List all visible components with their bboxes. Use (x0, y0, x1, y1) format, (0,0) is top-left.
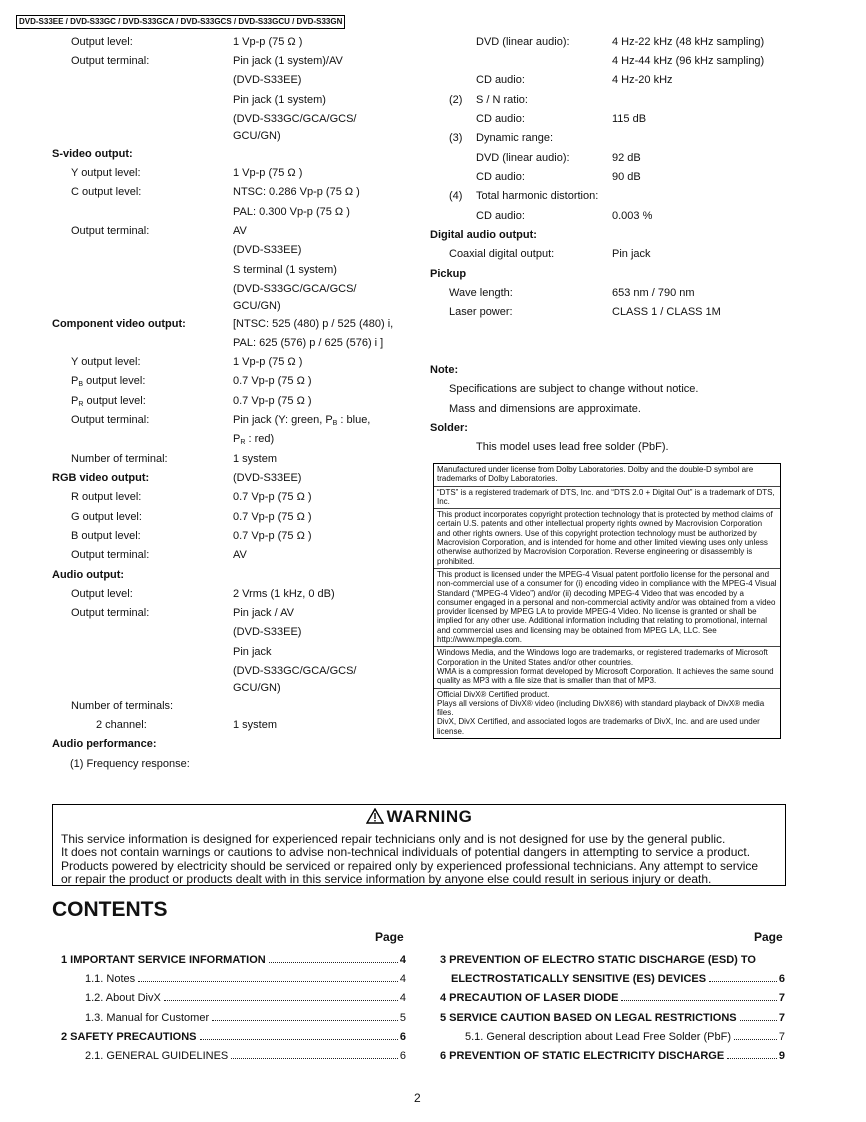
spec-value (233, 413, 370, 431)
spec-label-text: (1) Frequency response: (70, 758, 190, 770)
spec-value (233, 471, 301, 485)
spec-value-text: [NTSC: 525 (480) p / 525 (480) i, (233, 318, 394, 330)
spec-value (233, 718, 277, 732)
spec-label-text: Output level: (71, 36, 133, 48)
legal-notices-box (433, 463, 781, 739)
spec-label: CD audio: (476, 210, 525, 222)
spec-label (71, 413, 149, 427)
spec-heading: Digital audio output: (430, 229, 537, 241)
spec-label: CD audio: (476, 113, 525, 125)
spec-label: Laser power: (449, 306, 513, 318)
spec-label-text: Number of terminals: (71, 700, 174, 712)
spec-value-text: 2 Vrms (1 kHz, 0 dB) (233, 588, 335, 600)
contents-page-label-left: Page (375, 930, 404, 944)
spec-value-sub: B (332, 420, 338, 427)
spec-value-text: NTSC: 0.286 Vp-p (75 Ω ) (233, 186, 360, 198)
toc-leader-dots (621, 1000, 776, 1001)
spec-label-text: B output level: (71, 530, 141, 542)
spec-value (233, 664, 356, 678)
spec-label-text: Y output level: (71, 356, 141, 368)
spec-value (233, 490, 312, 504)
spec-value (233, 185, 360, 199)
mpeg4-notice: This product is licensed under the MPEG-4 Visual patent portfolio license for the personal and non-commercial use of a consumer for (i) encoding video in compliance with the MPEG-4 Visual Standard (“MPEG-4 Video”) and/or (ii) decoding MPEG-4 Video that was encoded by a consumer engaged in a personal and non-commercial activity and/or was obtained from a video provider licensed by MPEG LA to provide MPEG-4 Video. No license is granted or shall be implied for any other use. Additional information including that relating to promotional, internal and commercial uses and licensing may be obtained from MPEG LA, LLC. See http://www.mpegla.com. (434, 569, 780, 647)
spec-label-text: Output terminal: (71, 607, 150, 619)
warning-title: WARNING (53, 807, 785, 829)
toc-entry-page: 5 (399, 1012, 406, 1024)
spec-heading: S-video output: (52, 148, 133, 160)
spec-value (233, 54, 343, 68)
toc-entry (85, 1050, 406, 1062)
spec-item-number: (2) (449, 94, 463, 106)
spec-value-text: AV (233, 549, 247, 561)
spec-value (233, 548, 247, 562)
spec-label (71, 699, 173, 713)
spec-value (233, 243, 301, 257)
solder-heading: Solder: (430, 422, 468, 434)
windows-media-notice: Windows Media, and the Windows logo are trademarks, or registered trademarks of Microsoft Corporation in the United States and/or other countries. WMA is a compression format developed by Microsoft Corporation. It achieves the same sound quality as MP3 with a file size that is smaller than that of MP3. (434, 647, 780, 688)
spec-value-text: 0.7 Vp-p (75 Ω ) (233, 395, 312, 407)
spec-value-text: P (233, 433, 241, 445)
spec-label-text: C output level: (71, 186, 142, 198)
spec-value (233, 205, 350, 219)
spec-value (233, 374, 312, 388)
spec-label: Wave length: (449, 287, 513, 299)
toc-entry (465, 1031, 785, 1043)
spec-value (233, 510, 312, 524)
spec-value (233, 282, 356, 296)
toc-entry (440, 1012, 785, 1024)
spec-heading: Audio performance: (52, 738, 157, 750)
spec-item-number: (3) (449, 132, 463, 144)
toc-entry-page: 6 (399, 1031, 406, 1043)
toc-leader-dots (727, 1058, 777, 1059)
note-line-2: Mass and dimensions are approximate. (449, 403, 641, 415)
note-line-1: Specifications are subject to change without notice. (449, 383, 699, 395)
spec-label-text-2: output level: (83, 395, 146, 407)
spec-heading: Component video output: (52, 318, 186, 330)
spec-label (71, 54, 149, 68)
spec-item-number: (4) (449, 190, 463, 202)
spec-value-text: PAL: 0.300 Vp-p (75 Ω ) (233, 206, 350, 218)
spec-value-text: 0.7 Vp-p (75 Ω ) (233, 375, 312, 387)
spec-label-text-2: output level: (83, 375, 146, 387)
spec-label (70, 757, 190, 771)
dts-notice: “DTS” is a registered trademark of DTS, Inc. and “DTS 2.0 + Digital Out” is a trademark of DTS, Inc. (434, 487, 780, 510)
spec-label: S / N ratio: (476, 94, 528, 106)
spec-value-text: 0.7 Vp-p (75 Ω ) (233, 511, 312, 523)
toc-leader-dots (164, 1000, 398, 1001)
spec-value (233, 606, 294, 620)
spec-label-text: 2 channel: (96, 719, 147, 731)
spec-value-text: 0.7 Vp-p (75 Ω ) (233, 491, 312, 503)
toc-entry (440, 992, 785, 1004)
spec-value-text: Pin jack (233, 646, 272, 658)
spec-heading: Pickup (430, 268, 467, 280)
spec-value-sub: R (240, 439, 246, 446)
spec-value (233, 166, 302, 180)
spec-label-text: R output level: (71, 491, 142, 503)
spec-value-text-2: : blue, (337, 414, 371, 426)
toc-entry (85, 973, 406, 985)
spec-value-text: GCU/GN) (233, 682, 281, 694)
toc-entry-page: 7 (778, 1012, 785, 1024)
spec-label (71, 587, 133, 601)
toc-entry-page: 4 (399, 954, 406, 966)
spec-value (233, 681, 281, 695)
spec-value: CLASS 1 / CLASS 1M (612, 306, 721, 318)
toc-entry-page: 7 (778, 1031, 785, 1043)
spec-value (233, 129, 281, 143)
spec-value-text: 1 Vp-p (75 Ω ) (233, 36, 303, 48)
spec-value-text: 1 system (233, 453, 278, 465)
warning-text: This service information is designed for experienced repair technicians only and is not designed for use by the general public. It does not contain warnings or cautions to advise non-technical individuals of potential dangers in attempting to service a product. Products powered by electricity should be serviced or repaired only by experienced professional technicians. Any attempt to service or repair the product or products dealt with in this service information by anyone else could result in serious injury or death. (61, 832, 759, 887)
toc-entry-label: 1 IMPORTANT SERVICE INFORMATION (61, 954, 266, 966)
solder-text: This model uses lead free solder (PbF). (476, 441, 669, 453)
spec-value (233, 317, 393, 331)
spec-label (71, 606, 149, 620)
spec-value-text: AV (233, 225, 247, 237)
spec-value-text: PAL: 625 (576) p / 625 (576) i ] (233, 337, 384, 349)
spec-label (71, 35, 133, 49)
spec-value (233, 224, 247, 238)
model-header: DVD-S33EE / DVD-S33GC / DVD-S33GCA / DVD-S33GCS / DVD-S33GCU / DVD-S33GN (16, 15, 345, 29)
spec-value (233, 625, 301, 639)
dolby-notice: Manufactured under license from Dolby Laboratories. Dolby and the double-D symbol are trademarks of Dolby Laboratories. (434, 464, 780, 487)
toc-entry-label: 6 PREVENTION OF STATIC ELECTRICITY DISCHARGE (440, 1050, 725, 1062)
toc-entry (440, 1050, 785, 1062)
spec-value: 0.003 % (612, 210, 653, 222)
spec-value-text: (DVD-S33EE) (233, 244, 302, 256)
spec-value-text: GCU/GN) (233, 300, 281, 312)
spec-value (233, 112, 356, 126)
toc-leader-dots (734, 1039, 777, 1040)
toc-entry (451, 973, 785, 985)
spec-label (71, 374, 145, 392)
spec-value (233, 452, 277, 466)
toc-entry-page: 9 (778, 1050, 785, 1062)
spec-label (71, 529, 141, 543)
spec-value: 115 dB (612, 113, 647, 125)
warning-box (52, 804, 786, 886)
spec-heading: RGB video output: (52, 472, 150, 484)
spec-value-text: (DVD-S33GC/GCA/GCS/ (233, 283, 357, 295)
spec-value-text: 1 Vp-p (75 Ω ) (233, 167, 303, 179)
spec-label: DVD (linear audio): (476, 36, 570, 48)
spec-value: 653 nm / 790 nm (612, 287, 695, 299)
spec-value-text-2: : red) (245, 433, 275, 445)
spec-value-text: Pin jack / AV (233, 607, 294, 619)
spec-label-text: P (71, 375, 79, 387)
spec-value-text: (DVD-S33GC/GCA/GCS/ (233, 113, 357, 125)
contents-title: CONTENTS (52, 898, 168, 921)
spec-label-text: Output terminal: (71, 414, 150, 426)
spec-label-text: Y output level: (71, 167, 141, 179)
toc-entry-label: 4 PRECAUTION OF LASER DIODE (440, 992, 619, 1004)
spec-label: DVD (linear audio): (476, 152, 570, 164)
toc-entry-label: 5 SERVICE CAUTION BASED ON LEGAL RESTRICTIONS (440, 1012, 737, 1024)
spec-label-sub: R (78, 401, 84, 408)
spec-value (233, 394, 312, 408)
spec-value (233, 299, 281, 313)
toc-entry-page: 4 (399, 973, 406, 985)
spec-label (71, 510, 142, 524)
spec-value: 4 Hz-44 kHz (96 kHz sampling) (612, 55, 765, 67)
toc-entry-page: 7 (778, 992, 785, 1004)
spec-label (96, 718, 147, 732)
toc-entry-label: 2 SAFETY PRECAUTIONS (61, 1031, 197, 1043)
spec-value-text: (DVD-S33EE) (233, 626, 302, 638)
toc-entry (61, 1031, 406, 1043)
toc-entry (61, 954, 406, 966)
spec-label (71, 452, 168, 466)
spec-value (233, 355, 302, 369)
spec-value: 4 Hz-20 kHz (612, 74, 673, 86)
spec-value (233, 93, 326, 107)
spec-label-text: Output terminal: (71, 55, 150, 67)
toc-leader-dots (200, 1039, 398, 1040)
spec-value-text: 1 Vp-p (75 Ω ) (233, 356, 303, 368)
toc-entry-page: 6 (399, 1050, 406, 1062)
toc-leader-dots (212, 1020, 398, 1021)
toc-leader-dots (740, 1020, 777, 1021)
spec-value-text: Pin jack (1 system) (233, 94, 326, 106)
spec-label-text: Output terminal: (71, 225, 150, 237)
spec-label-text: G output level: (71, 511, 142, 523)
spec-label (71, 394, 146, 412)
spec-label-text: Output terminal: (71, 549, 150, 561)
toc-entry (440, 954, 785, 966)
contents-page-label-right: Page (754, 930, 783, 944)
spec-label: CD audio: (476, 74, 525, 86)
toc-entry-page: 6 (778, 973, 785, 985)
spec-value (233, 432, 274, 450)
toc-entry-label: 1.2. About DivX (85, 992, 161, 1004)
page-number: 2 (414, 1091, 421, 1105)
toc-leader-dots (269, 962, 398, 963)
toc-entry-label: 3 PREVENTION OF ELECTRO STATIC DISCHARGE (ESD) TO (440, 954, 756, 966)
spec-value (233, 645, 272, 659)
macrovision-notice: This product incorporates copyright protection technology that is protected by method claims of certain U.S. patents and other intellectual property rights owned by Macrovision Corporation and other rights owners. Use of this copyright protection technology must be authorized by Macrovision Corporation, and is intended for home and other limited viewing uses only unless otherwise authorized by Macrovision Corporation. Reverse engineering or disassembly is prohibited. (434, 509, 780, 569)
spec-value: 92 dB (612, 152, 641, 164)
spec-value: Pin jack (612, 248, 651, 260)
spec-label (71, 548, 149, 562)
toc-leader-dots (709, 981, 777, 982)
note-heading: Note: (430, 364, 459, 376)
toc-entry-label: 2.1. GENERAL GUIDELINES (85, 1050, 229, 1062)
spec-label (71, 185, 141, 199)
spec-label: CD audio: (476, 171, 525, 183)
spec-value-text: 1 system (233, 719, 278, 731)
spec-value (233, 587, 335, 601)
divx-notice: Official DivX® Certified product. Plays all versions of DivX® video (including DivX®6) with standard playback of DivX® media files. DivX, DivX Certified, and associated logos are trademarks of DivX, Inc. and are used under license. (437, 689, 765, 736)
toc-entry-label: 1.1. Notes (85, 973, 136, 985)
spec-label-text: Output level: (71, 588, 133, 600)
spec-label (71, 166, 141, 180)
toc-leader-dots (138, 981, 398, 982)
toc-entry-label: ELECTROSTATICALLY SENSITIVE (ES) DEVICES (451, 973, 707, 985)
spec-label: Total harmonic distortion: (476, 190, 599, 202)
spec-value-text: Pin jack (Y: green, P (233, 414, 333, 426)
toc-entry-label: 1.3. Manual for Customer (85, 1012, 210, 1024)
spec-value: 90 dB (612, 171, 641, 183)
spec-value (233, 263, 337, 277)
toc-entry-label: 5.1. General description about Lead Free Solder (PbF) (465, 1031, 731, 1043)
warning-triangle-icon (366, 808, 384, 829)
spec-label (71, 490, 141, 504)
spec-label-sub: B (78, 381, 84, 388)
spec-value-text: (DVD-S33EE) (233, 472, 302, 484)
spec-label: Dynamic range: (476, 132, 554, 144)
spec-label-text: P (71, 395, 79, 407)
toc-entry (85, 992, 406, 1004)
spec-value (233, 73, 301, 87)
spec-value (233, 336, 383, 350)
spec-label (71, 355, 141, 369)
spec-value-text: Pin jack (1 system)/AV (233, 55, 343, 67)
spec-label-text: Number of terminal: (71, 453, 168, 465)
spec-value-text: 0.7 Vp-p (75 Ω ) (233, 530, 312, 542)
toc-entry (85, 1012, 406, 1024)
toc-entry-page: 4 (399, 992, 406, 1004)
spec-value: 4 Hz-22 kHz (48 kHz sampling) (612, 36, 765, 48)
spec-value-text: S terminal (1 system) (233, 264, 337, 276)
spec-value-text: (DVD-S33GC/GCA/GCS/ (233, 665, 357, 677)
spec-value-text: (DVD-S33EE) (233, 74, 302, 86)
toc-leader-dots (231, 1058, 398, 1059)
spec-value (233, 529, 312, 543)
spec-label (71, 224, 149, 238)
spec-value-text: GCU/GN) (233, 130, 281, 142)
spec-value (233, 35, 302, 49)
spec-heading: Audio output: (52, 569, 125, 581)
spec-label: Coaxial digital output: (449, 248, 555, 260)
